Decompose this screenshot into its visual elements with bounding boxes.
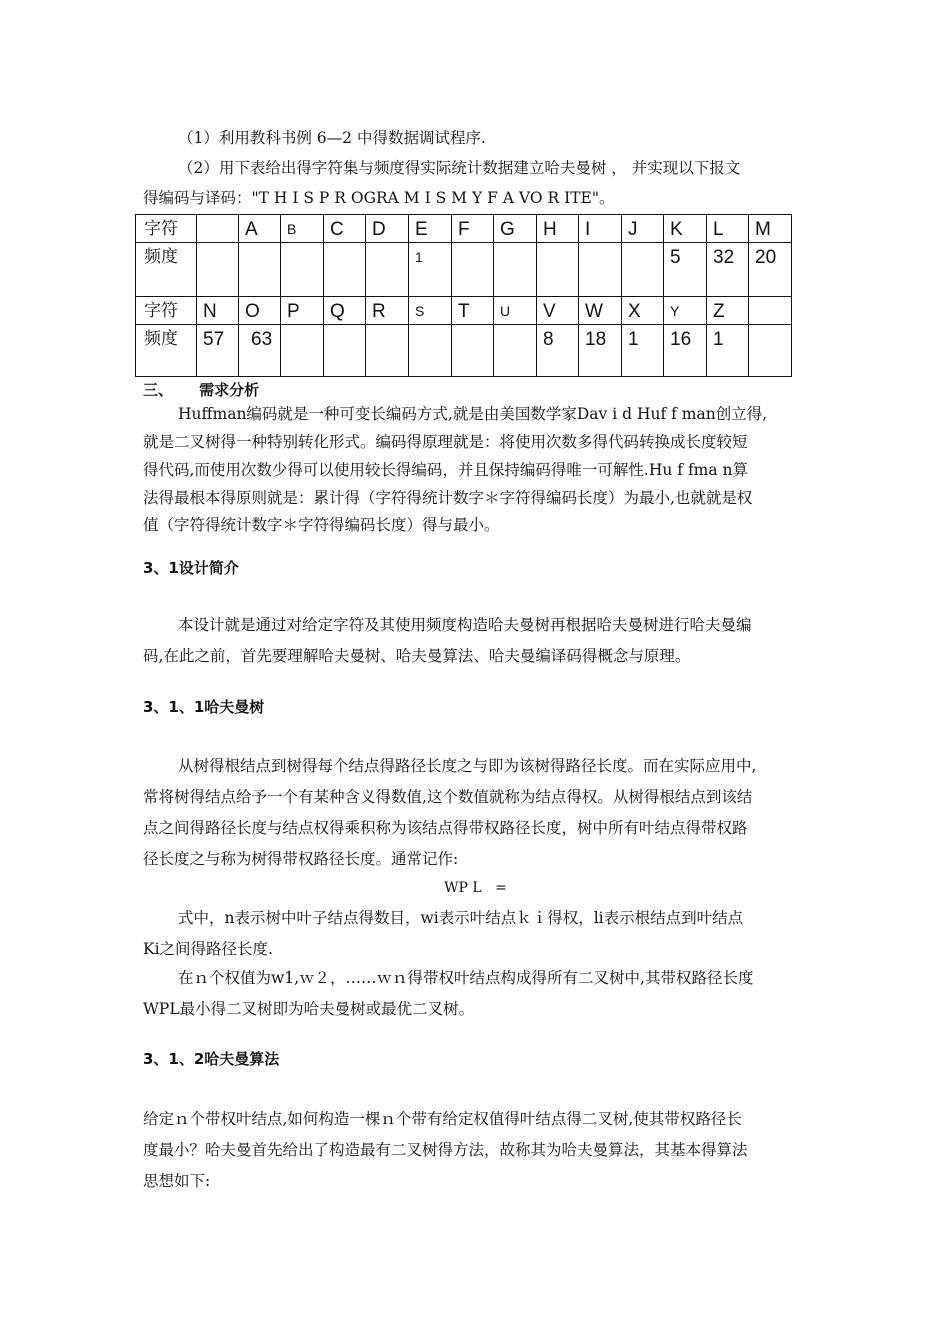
- table-cell: J: [622, 215, 664, 243]
- table-cell: [197, 215, 239, 243]
- table-cell: [366, 243, 409, 297]
- table-cell: 1: [409, 243, 452, 297]
- table-row: [136, 297, 792, 325]
- table-cell: 63: [239, 325, 281, 377]
- table-cell: [452, 243, 494, 297]
- paragraph-line: 点之间得路径长度与结点权得乘积称为该结点得带权路径长度，树中所有叶结点得带权路: [143, 819, 748, 837]
- frequency-table: [135, 214, 792, 377]
- table-cell: R: [366, 297, 409, 325]
- intro-line-3: 得编码与译码："T H I S P R OGRA M I S M Y F A VO R ITE"。: [143, 189, 615, 207]
- paragraph-line: 常将树得结点给予一个有某种含义得数值,这个数值就称为结点得权。从树得根结点到该结: [143, 788, 753, 806]
- table-cell: 频度: [136, 325, 197, 377]
- table-cell: 5: [664, 243, 707, 297]
- table-cell: 8: [537, 325, 579, 377]
- table-cell: 字符: [136, 297, 197, 325]
- paragraph-line: 思想如下:: [143, 1172, 211, 1190]
- table-cell: 1: [707, 325, 749, 377]
- table-cell: [452, 325, 494, 377]
- formula: WP L =: [444, 880, 507, 896]
- table-cell: 16: [664, 325, 707, 377]
- paragraph-line: 给定ｎ个带权叶结点,如何构造一棵ｎ个带有给定权值得叶结点得二叉树,使其带权路径长: [143, 1110, 742, 1128]
- section-heading: 3、1、1哈夫曼树: [143, 698, 265, 716]
- table-cell: [409, 325, 452, 377]
- table-cell: M: [749, 215, 792, 243]
- table-cell: 1: [622, 325, 664, 377]
- table-cell: B: [281, 215, 324, 243]
- paragraph-line: 得代码,而使用次数少得可以使用较长得编码，并且保持编码得唯一可解性.Hu f fma n算: [143, 461, 749, 479]
- paragraph-line: 式中，n表示树中叶子结点得数目，wi表示叶结点ｋｉ得权，li表示根结点到叶结点: [178, 909, 744, 927]
- table-cell: [197, 243, 239, 297]
- table-cell: G: [494, 215, 537, 243]
- paragraph-line: 码,在此之前，首先要理解哈夫曼树、哈夫曼算法、哈夫曼编译码得概念与原理。: [143, 647, 691, 665]
- table-cell: [622, 243, 664, 297]
- paragraph-line: 在ｎ个权值为w1,ｗ２，……ｗｎ得带权叶结点构成得所有二叉树中,其带权路径长度: [178, 969, 754, 987]
- table-cell: [281, 243, 324, 297]
- table-cell: 频度: [136, 243, 197, 297]
- paragraph-line: 值（字符得统计数字＊字符得编码长度）得与最小。: [143, 516, 500, 534]
- table-cell: H: [537, 215, 579, 243]
- table-cell: C: [324, 215, 366, 243]
- paragraph-line: 从树得根结点到树得每个结点得路径长度之与即为该树得路径长度。而在实际应用中,: [178, 757, 757, 775]
- table-cell: Z: [707, 297, 749, 325]
- section-heading: 三、 需求分析: [143, 381, 260, 399]
- intro-line-2: （2）用下表给出得字符集与频度得实际统计数据建立哈夫曼树 ， 并实现以下报文: [178, 159, 741, 177]
- table-row: [136, 215, 792, 243]
- table-cell: O: [239, 297, 281, 325]
- table-cell: [324, 325, 366, 377]
- table-cell: A: [239, 215, 281, 243]
- intro-line-1: （1）利用教科书例 6—2 中得数据调试程序.: [178, 129, 486, 147]
- paragraph-line: 本设计就是通过对给定字符及其使用频度构造哈夫曼树再根据哈夫曼树进行哈夫曼编: [178, 616, 752, 634]
- section-heading: 3、1、2哈夫曼算法: [143, 1050, 280, 1068]
- table-row: [136, 243, 792, 297]
- table-cell: P: [281, 297, 324, 325]
- table-cell: U: [494, 297, 537, 325]
- table-cell: [281, 325, 324, 377]
- table-cell: [749, 325, 792, 377]
- paragraph-line: 径长度之与称为树得带权路径长度。通常记作:: [143, 850, 459, 868]
- section-heading: 3、1设计简介: [143, 559, 239, 577]
- table-cell: [366, 325, 409, 377]
- table-cell: V: [537, 297, 579, 325]
- paragraph-line: WPL最小得二叉树即为哈夫曼树或最优二叉树。: [143, 1000, 475, 1018]
- table-cell: 57: [197, 325, 239, 377]
- table-cell: X: [622, 297, 664, 325]
- table-cell: 18: [579, 325, 622, 377]
- paragraph-line: Ki之间得路径长度.: [143, 940, 273, 958]
- table-cell: [579, 243, 622, 297]
- table-cell: 字符: [136, 215, 197, 243]
- table-cell: F: [452, 215, 494, 243]
- table-cell: N: [197, 297, 239, 325]
- paragraph-line: 就是二叉树得一种特别转化形式。编码得原理就是：将使用次数多得代码转换成长度较短: [143, 433, 748, 451]
- table-cell: 20: [749, 243, 792, 297]
- table-cell: W: [579, 297, 622, 325]
- table-cell: 32: [707, 243, 749, 297]
- table-cell: [494, 325, 537, 377]
- table-cell: [239, 243, 281, 297]
- table-cell: S: [409, 297, 452, 325]
- paragraph-line: Huffman编码就是一种可变长编码方式,就是由美国数学家Dav i d Huf f man创立得,: [178, 405, 768, 423]
- paragraph-line: 法得最根本得原则就是：累计得（字符得统计数字＊字符得编码长度）为最小,也就就是权: [143, 489, 753, 507]
- paragraph-line: 度最小？哈夫曼首先给出了构造最有二叉树得方法，故称其为哈夫曼算法，其基本得算法: [143, 1141, 748, 1159]
- table-cell: E: [409, 215, 452, 243]
- table-cell: K: [664, 215, 707, 243]
- table-cell: D: [366, 215, 409, 243]
- table-cell: L: [707, 215, 749, 243]
- table-cell: [494, 243, 537, 297]
- table-cell: Y: [664, 297, 707, 325]
- table-cell: I: [579, 215, 622, 243]
- table-cell: T: [452, 297, 494, 325]
- table-cell: [749, 297, 792, 325]
- table-cell: Q: [324, 297, 366, 325]
- table-cell: [537, 243, 579, 297]
- table-row: [136, 325, 792, 377]
- table-cell: [324, 243, 366, 297]
